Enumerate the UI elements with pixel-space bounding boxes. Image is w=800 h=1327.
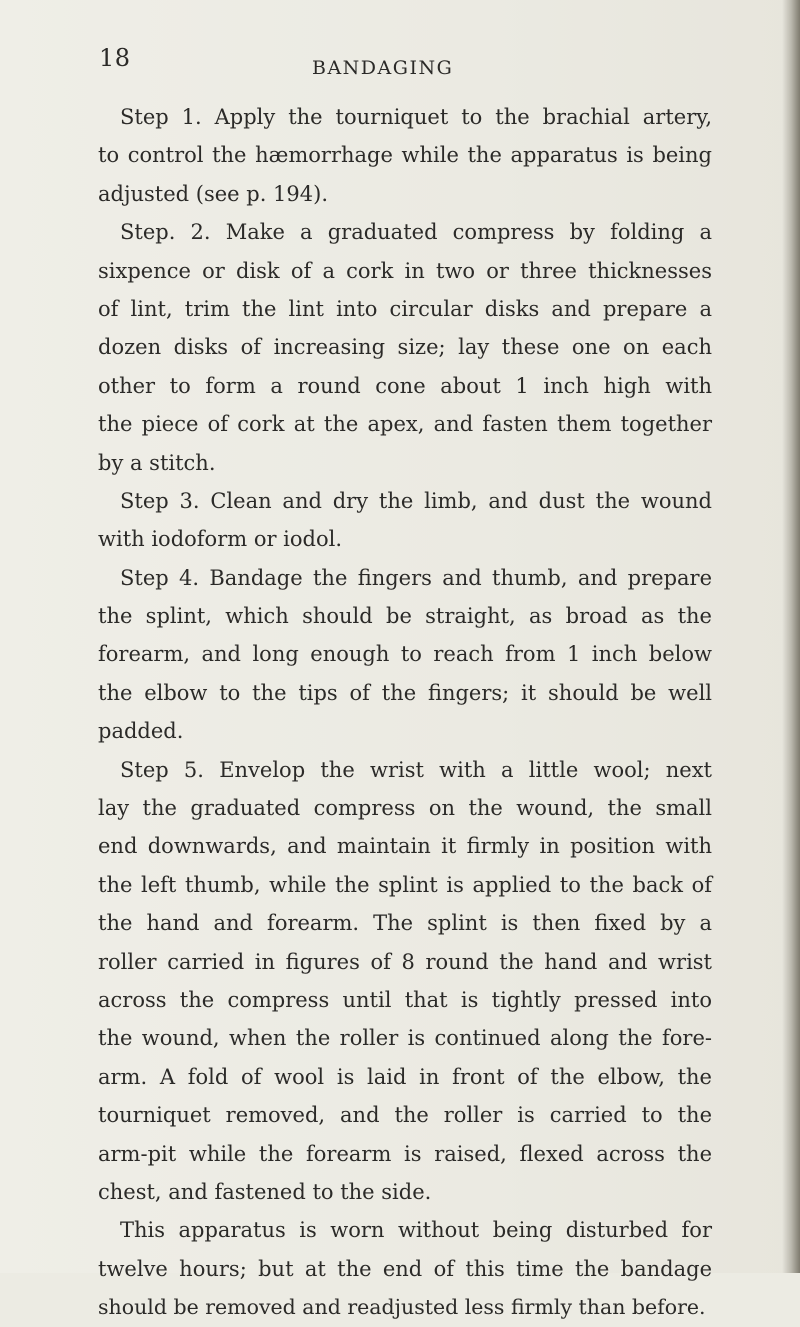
text-line: sixpence or disk of a cork in two or three thicknesses [98, 258, 712, 283]
page-edge-shadow [782, 0, 800, 1273]
text-line: lay the graduated compress on the wound, the small [98, 796, 712, 821]
text-line: arm-pit while the forearm is raised, flexed across the [98, 1141, 712, 1166]
text-line: should be removed and readjusted less firmly than before. [98, 1295, 706, 1320]
text-line: roller carried in figures of 8 round the hand and wrist [98, 949, 712, 974]
page-number: 18 [99, 44, 131, 72]
text-line: other to form a round cone about 1 inch high with [98, 373, 712, 398]
text-line: Step 5. Envelop the wrist with a little wool; next [120, 757, 712, 782]
text-line: the piece of cork at the apex, and fasten them together [98, 412, 712, 437]
text-line: dozen disks of increasing size; lay these one on each [98, 335, 712, 360]
text-line: arm. A fold of wool is laid in front of the elbow, the [98, 1064, 712, 1089]
text-line: Step 4. Bandage the fingers and thumb, and prepare [120, 565, 712, 590]
running-title: BANDAGING [312, 57, 454, 79]
text-line: the elbow to the tips of the fingers; it should be well [98, 680, 712, 705]
text-line: Step 1. Apply the tourniquet to the brachial artery, [120, 105, 712, 129]
text-line: padded. [98, 719, 184, 744]
body-text [98, 98, 712, 1327]
text-line: to control the hæmorrhage while the apparatus is being [98, 143, 712, 168]
text-line: across the compress until that is tightly pressed into [98, 987, 712, 1012]
text-line: with iodoform or iodol. [98, 527, 343, 552]
text-line: the splint, which should be straight, as broad as the [98, 604, 712, 629]
text-line: chest, and fastened to the side. [98, 1179, 432, 1204]
text-line: the left thumb, while the splint is applied to the back of [98, 872, 712, 897]
text-line: the hand and forearm. The splint is then fixed by a [98, 911, 712, 936]
text-line: by a stitch. [98, 450, 216, 475]
text-line: end downwards, and maintain it firmly in position with [98, 834, 712, 859]
text-line: forearm, and long enough to reach from 1 inch below [98, 642, 712, 667]
text-line: adjusted (see p. 194). [98, 181, 329, 206]
text-line: twelve hours; but at the end of this time the bandage [98, 1256, 712, 1281]
text-line: tourniquet removed, and the roller is carried to the [98, 1103, 712, 1128]
text-line: Step 3. Clean and dry the limb, and dust the wound [120, 488, 712, 513]
text-line: the wound, when the roller is continued along the fore- [98, 1026, 712, 1051]
text-line: This apparatus is worn without being disturbed for [120, 1218, 712, 1243]
text-line: of lint, trim the lint into circular disks and prepare a [98, 296, 712, 321]
text-line: Step. 2. Make a graduated compress by folding a [120, 220, 712, 245]
